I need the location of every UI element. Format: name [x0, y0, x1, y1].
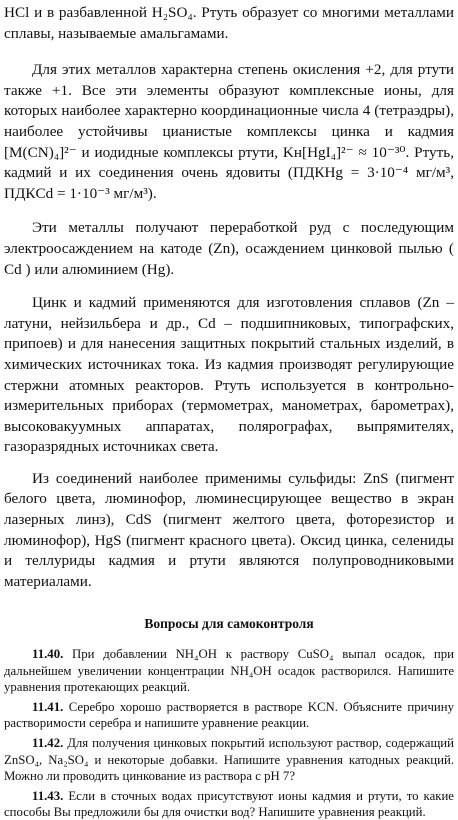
- section-title: Вопросы для самоконтроля: [144, 616, 314, 632]
- question-number: 11.42.: [32, 736, 64, 751]
- paragraph-hcl-amalgams: HCl и в разбавленной H₂SO₄. Ртуть образует со многими металлами сплавы, называемые амальгамами.: [4, 4, 454, 42]
- paragraph-oxidation-states: Для этих металлов характерна степень окисления +2, для ртути также +1. Все эти элементы образуют комплексные ионы, для которых наиболее характерно координационные числа 4 (тетраэдры), наиболее устойчивы цианистые комплексы цинка и кадмия [M(CN)₄]²⁻ и иодидные комплексы ртути, Kн[HgI₄]²⁻ ≈ 10⁻³⁰. Ртуть, кадмий и их соединения очень ядовиты (ПДКHg = 3·10⁻⁴ мг/м³, ПДКCd = 1·10⁻³ мг/м³).: [4, 61, 454, 202]
- question-item: [4, 646, 454, 695]
- paragraph-applications: Цинк и кадмий применяются для изготовления сплавов (Zn – латуни, нейзильбера и др., Cd – подшипниковых, типографских, припоев) и для нанесения защитных покрытий стальных изделий, в химических источниках тока. Из кадмия производят регулирующие стержни атомных реакторов. Ртуть используется в контрольно-измерительных приборах (термометрах, манометрах, барометрах), высоковакуумных аппаратах, полярографах, выпрямителях, газоразрядных источниках света.: [4, 294, 454, 456]
- question-number: 11.41.: [32, 700, 64, 715]
- question-item: [4, 788, 454, 820]
- question-number: 11.40.: [32, 647, 64, 662]
- question-text: Серебро хорошо растворяется в растворе KCN. Объясните причину растворимости серебра и напишите уравнение реакции.: [4, 700, 454, 731]
- question-text: Если в сточных водах присутствуют ионы кадмия и ртути, то какие способы Вы предложили бы для очистки вод? Напишите уравнения реакций.: [4, 789, 454, 820]
- question-text: При добавлении NH₄OH к раствору CuSO₄ выпал осадок, при дальнейшем увеличении концентрации NH₄OH осадок растворился. Напишите уравнения протекающих реакций.: [4, 647, 454, 694]
- paragraph-production: Эти металлы получают переработкой руд с последующим электроосаждением на катоде (Zn), осаждением цинковой пылью ( Cd ) или алюминием (Hg).: [4, 219, 454, 278]
- paragraph-compounds: Из соединений наиболее применимы сульфиды: ZnS (пигмент белого цвета, люминофор, люминесцирующее вещество в экран лазерных линз), CdS (пигмент желтого цвета, фоторезистор и люминофор), HgS (пигмент красного цвета). Оксид цинка, селениды и теллуриды кадмия и ртути являются полупроводниковыми материалами.: [4, 469, 454, 590]
- question-text: Для получения цинковых покрытий используют раствор, содержащий ZnSO₄, Na₂SO₄ и некоторые добавки. Напишите уравнения катодных реакций. Можно ли проводить цинкование из раствора с pH 7?: [4, 736, 454, 783]
- question-item: [4, 735, 454, 784]
- question-number: 11.43.: [32, 789, 64, 804]
- question-item: [4, 699, 454, 731]
